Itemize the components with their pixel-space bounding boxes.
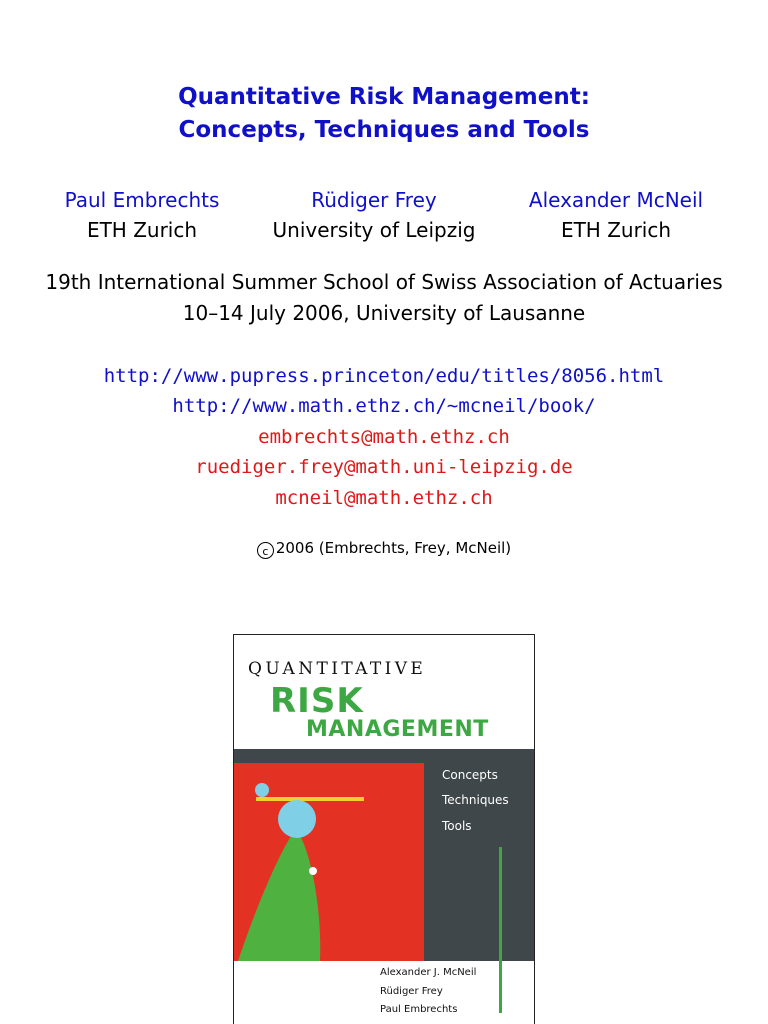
author-affiliation: University of Leipzig xyxy=(272,218,476,242)
event-line-2: 10–14 July 2006, University of Lausanne xyxy=(182,301,586,325)
email-frey[interactable]: ruediger.frey@math.uni-leipzig.de xyxy=(195,456,573,478)
author-name: Alexander McNeil xyxy=(528,188,704,212)
author-frey xyxy=(262,185,486,245)
book-cover-word-management: MANAGEMENT xyxy=(306,717,489,742)
author-embrechts xyxy=(44,185,240,245)
book-cover-green-rule xyxy=(499,847,502,1013)
author-affiliation: ETH Zurich xyxy=(560,218,672,242)
book-cover-artwork xyxy=(234,763,424,961)
author-name: Paul Embrechts xyxy=(64,188,220,212)
copyright-line xyxy=(0,536,768,560)
book-cover-band xyxy=(234,749,534,763)
author-affiliation: ETH Zurich xyxy=(86,218,198,242)
email-mcneil[interactable]: mcneil@math.ethz.ch xyxy=(275,487,493,509)
book-cover-subtitle-techniques: Techniques xyxy=(442,793,509,807)
book-site-link[interactable]: http://www.math.ethz.ch/∼mcneil/book/ xyxy=(172,395,596,417)
book-cover-author-3: Paul Embrechts xyxy=(380,1004,458,1015)
email-embrechts[interactable]: embrechts@math.ethz.ch xyxy=(258,426,510,448)
book-cover-subtitle-concepts: Concepts xyxy=(442,768,498,782)
title-line-1: Quantitative Risk Management: xyxy=(178,84,590,110)
book-cover-word-quantitative: QUANTITATIVE xyxy=(248,659,427,679)
copyright-text: 2006 (Embrechts, Frey, McNeil) xyxy=(275,539,512,557)
author-mcneil xyxy=(510,185,722,245)
author-name: Rüdiger Frey xyxy=(311,188,437,212)
copyright-icon: c xyxy=(257,542,274,559)
book-cover-author-2: Rüdiger Frey xyxy=(380,986,443,997)
title-line-2: Concepts, Techniques and Tools xyxy=(178,117,590,143)
book-cover-image xyxy=(233,634,535,1024)
event-line-1: 19th International Summer School of Swiss Association of Actuaries xyxy=(45,270,723,294)
book-cover-word-risk: RISK xyxy=(270,681,364,721)
book-cover-author-1: Alexander J. McNeil xyxy=(380,967,477,978)
book-cover-subtitle-tools: Tools xyxy=(442,819,472,833)
balance-artwork-icon xyxy=(234,763,424,961)
book-url-link[interactable]: http://www.pupress.princeton/edu/titles/8056.html xyxy=(103,365,665,387)
